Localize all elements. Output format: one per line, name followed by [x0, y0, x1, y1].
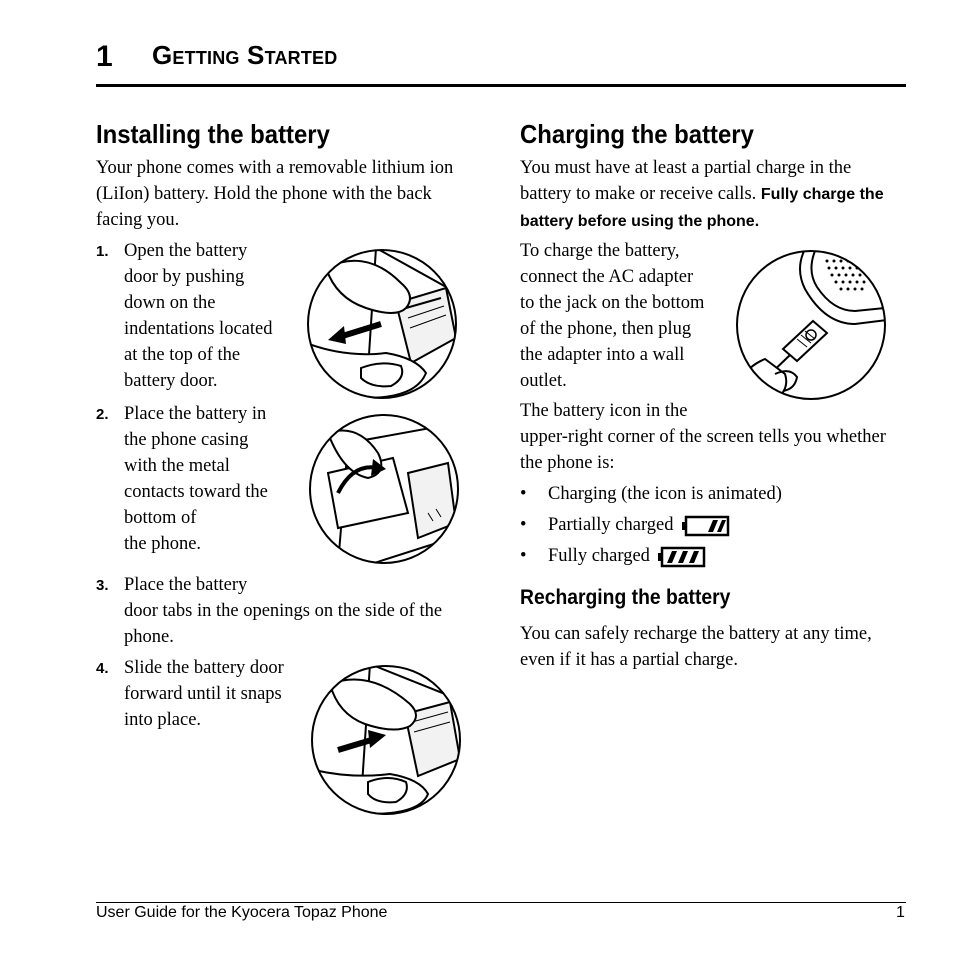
list-item: [520, 512, 782, 543]
text-line: door tabs in the openings on the side of the: [124, 601, 443, 621]
text-line: To charge the battery,: [520, 241, 680, 261]
bullet-icon: •: [520, 546, 527, 566]
text-line: connect the AC adapter: [520, 267, 694, 287]
step-number: 2.: [96, 406, 109, 423]
text-line: [520, 181, 910, 208]
step-4-text: [124, 655, 304, 733]
text-line: indentations located: [124, 319, 273, 339]
place-battery-illustration: [308, 413, 460, 565]
installing-intro: [96, 155, 486, 233]
text-line: battery door.: [124, 371, 218, 391]
text-line: the phone casing: [124, 430, 249, 450]
text-line: forward until it snaps: [124, 684, 282, 704]
text-line: Open the battery: [124, 241, 248, 261]
text-span: battery to make or receive calls.: [520, 184, 761, 204]
bullet-text: Partially charged: [548, 515, 674, 535]
bullet-icon: •: [520, 484, 527, 504]
text-line: upper-right corner of the screen tells you whether: [520, 427, 886, 447]
connect-instructions: [520, 238, 725, 394]
text-line: the adapter into a wall: [520, 345, 685, 365]
footer-title: User Guide for the Kyocera Topaz Phone: [96, 904, 388, 921]
battery-partial-icon: [682, 515, 730, 537]
text-line: door by pushing: [124, 267, 245, 287]
text-line: of the phone, then plug: [520, 319, 692, 339]
charging-intro: [520, 155, 910, 235]
battery-icon-intro: [520, 398, 920, 476]
text-line: the phone.: [124, 534, 202, 554]
page-number: 1: [896, 904, 905, 921]
step-1-text: [124, 238, 304, 394]
list-item: [520, 481, 782, 512]
text-line: into place.: [124, 710, 202, 730]
chapter-number: 1: [96, 40, 113, 73]
bold-note: Fully charge the: [760, 186, 884, 203]
text-line: even if it has a partial charge.: [520, 650, 738, 670]
footer-rule: [96, 902, 906, 903]
step-2-text: [124, 401, 304, 557]
text-line: Place the battery: [124, 575, 248, 595]
subsection-heading-recharging: Recharging the battery: [520, 586, 731, 609]
text-line: You must have at least a partial charge in the: [520, 158, 852, 178]
charger-illustration: [735, 249, 887, 401]
text-line: phone.: [124, 627, 174, 647]
step-number: 4.: [96, 660, 109, 677]
battery-full-icon: [658, 546, 706, 568]
slide-battery-door-illustration: [310, 664, 462, 816]
step-number: 1.: [96, 243, 109, 260]
text-line: to the jack on the bottom: [520, 293, 705, 313]
list-item: [520, 543, 782, 574]
text-line: with the metal: [124, 456, 230, 476]
text-line: (LiIon) battery. Hold the phone with the back: [96, 184, 432, 204]
bullet-text: Charging (the icon is animated): [548, 484, 782, 504]
text-line: the phone is:: [520, 453, 615, 473]
text-line: contacts toward the: [124, 482, 268, 502]
header-rule: [96, 84, 906, 87]
text-line: down on the: [124, 293, 216, 313]
bullet-icon: •: [520, 515, 527, 535]
text-line: Place the battery in: [124, 404, 267, 424]
text-line: [520, 208, 910, 235]
open-battery-door-illustration: [306, 248, 458, 400]
text-line: at the top of the: [124, 345, 241, 365]
bullet-text: Fully charged: [548, 546, 650, 566]
step-3-text: [124, 572, 494, 650]
text-line: The battery icon in the: [520, 401, 688, 421]
recharging-text: [520, 621, 910, 673]
step-number: 3.: [96, 577, 109, 594]
text-line: outlet.: [520, 371, 567, 391]
text-line: Your phone comes with a removable lithium ion: [96, 158, 454, 178]
text-line: facing you.: [96, 210, 180, 230]
section-heading-installing: Installing the battery: [96, 119, 330, 149]
bullet-list: [520, 481, 782, 574]
section-heading-charging: Charging the battery: [520, 119, 754, 149]
chapter-title: Getting Started: [152, 40, 338, 70]
text-line: bottom of: [124, 508, 197, 528]
bold-note: battery before using the phone.: [520, 213, 760, 230]
text-line: You can safely recharge the battery at any time,: [520, 624, 872, 644]
text-line: Slide the battery door: [124, 658, 284, 678]
